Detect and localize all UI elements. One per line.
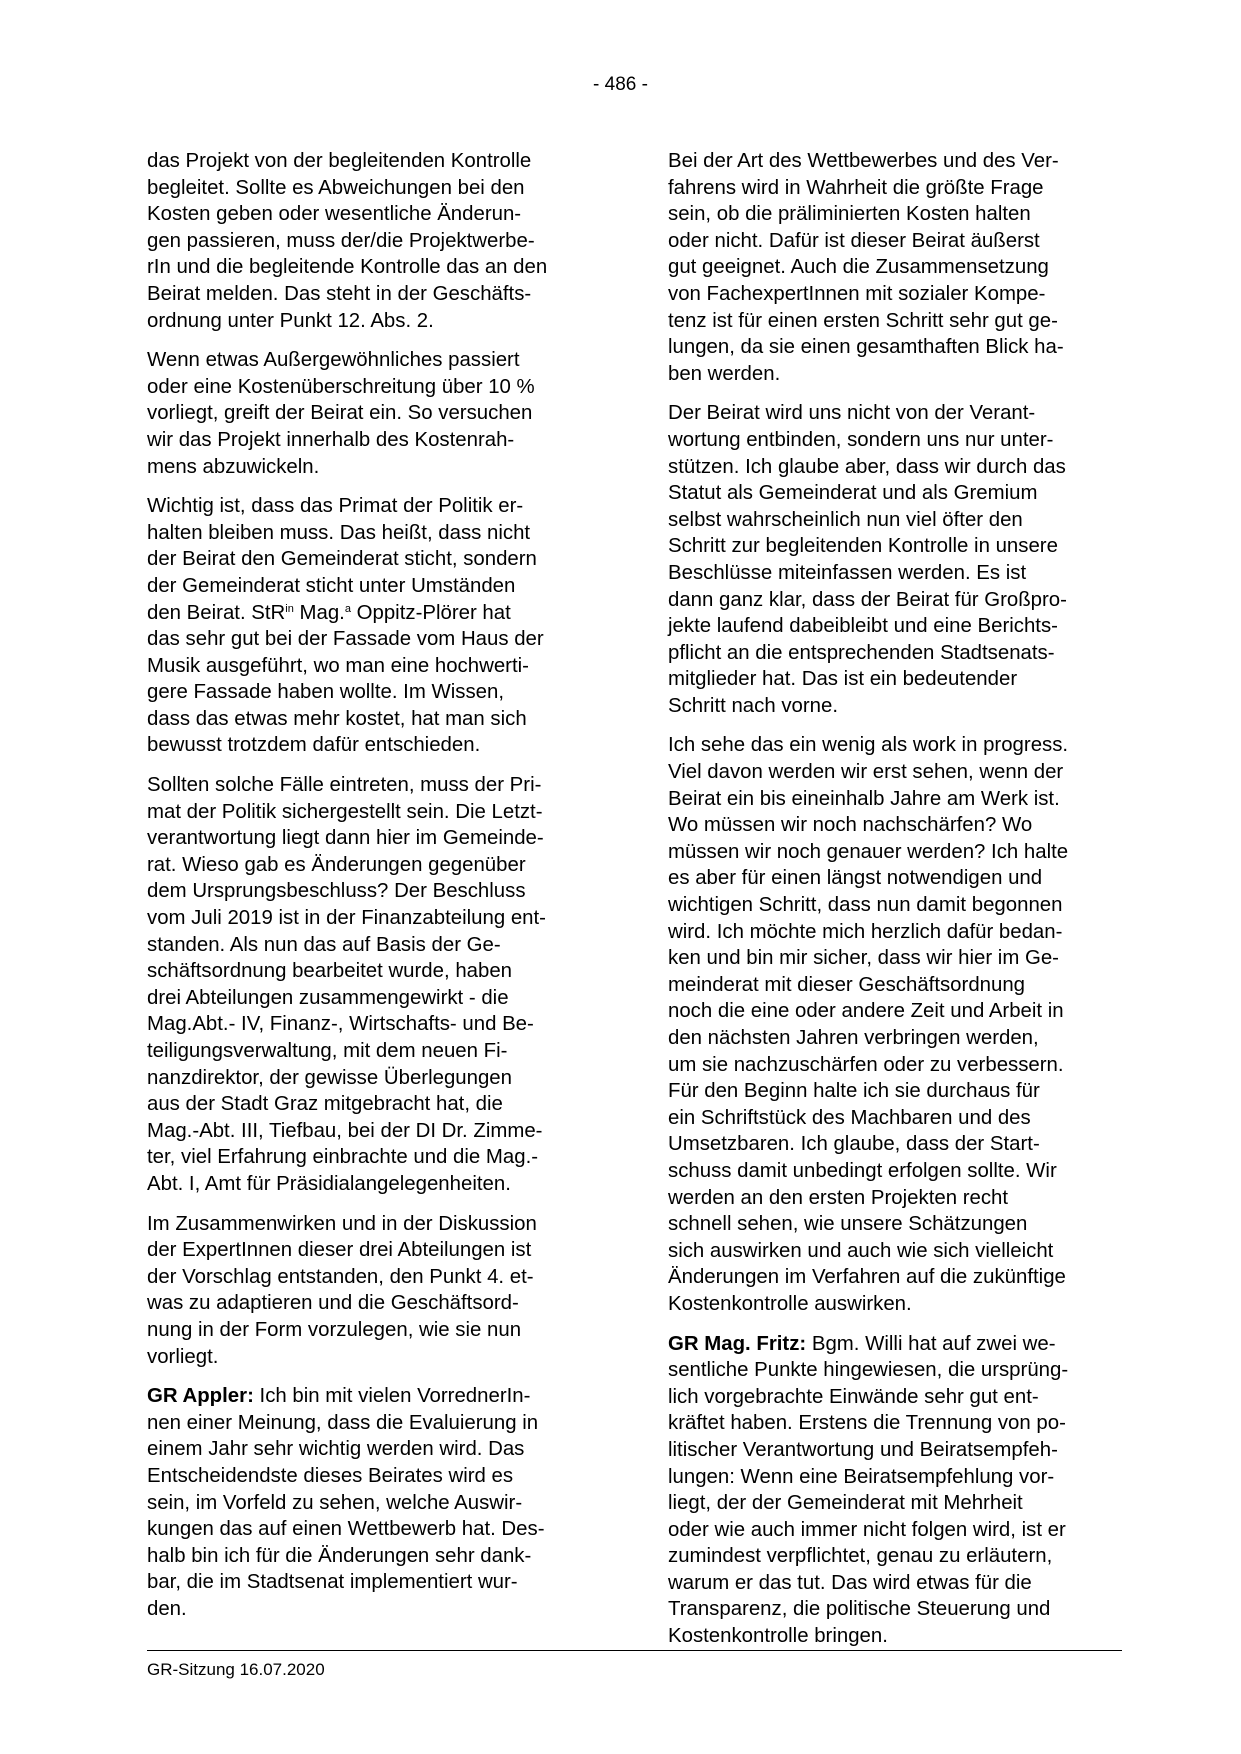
speech-text: Ich bin mit vielen VorrednerIn- nen einer Meinung, dass die Evaluierung in einem Jahr sehr wichtig werden wird. Das Entscheidendste dieses Beirates wird es sein, im Vorfeld zu sehen, welche Auswir- kungen das auf einen Wettbewerb hat. Des- halb bin ich für die Änderungen sehr dank- bar, die im Stadtsenat implementiert wur- den. [147, 1385, 545, 1620]
paragraph: Im Zusammenwirken und in der Diskussion der ExpertInnen dieser drei Abteilungen ist der Vorschlag entstanden, den Punkt 4. et- was zu adaptieren und die Geschäftsord- nung in der Form vorzulegen, wie sie nun vorliegt. [147, 1212, 537, 1368]
paragraph-text: Oppitz-Plörer hat das sehr gut bei der Fassade vom Haus der Musik ausgeführt, wo man eine hochwerti- gere Fassade haben wollte. Im Wissen, dass das etwas mehr kostet, hat man sich bewusst trotzdem dafür entschieden. [147, 601, 544, 757]
footer-session-date: GR-Sitzung 16.07.2020 [147, 1660, 325, 1679]
paragraph: Ich sehe das ein wenig als work in progress. Viel davon werden wir erst sehen, wenn der Beirat ein bis eineinhalb Jahre am Werk ist. Wo müssen wir noch nachschärfen? Wo müssen wir noch genauer werden? Ich halte es aber für einen längst notwendigen und wichtigen Schritt, dass nun damit begonnen wird. Ich möchte mich herzlich dafür bedan- ken und bin mir sicher, dass wir hier im Ge- meinderat mit dieser Geschäftsordnung noch die eine oder andere Zeit und Arbeit in den nächsten Jahren verbringen werden, um sie nachzuschärfen oder zu verbessern. Für den Beginn halte ich sie durchaus für ein Schriftstück des Machbaren und des Umsetzbaren. Ich glaube, dass der Start- schuss damit unbedingt erfolgen sollte. Wir werden an den ersten Projekten recht schnell sehen, wie unsere Schätzungen sich auswirken und auch wie sich vielleicht Änderungen im Verfahren auf die zukünftige Kostenkontrolle auswirken. [668, 734, 1069, 1315]
left-column [147, 148, 599, 1635]
paragraph: Wenn etwas Außergewöhnliches passiert oder eine Kostenüberschreitung über 10 % vorliegt, greift der Beirat ein. So versuchen wir das Projekt innerhalb des Kostenrah- mens abzuwickeln. [147, 349, 535, 478]
paragraph-text: Wichtig ist, dass das Primat der Politik er- halten bleiben muss. Das heißt, dass nicht der Beirat den Gemeinderat sticht, sondern der Gemeinderat sticht unter Umständen den Beirat. StR [147, 495, 537, 624]
paragraph-text: Mag. [293, 601, 345, 624]
paragraph: Der Beirat wird uns nicht von der Verant- wortung entbinden, sondern uns nur unter- stützen. Ich glaube aber, dass wir durch das Statut als Gemeinderat und als Gremium selbst wahrscheinlich nun viel öfter den Schritt zur begleitenden Kontrolle in unsere Beschlüsse miteinfassen werden. Es ist dann ganz klar, dass der Beirat für Großpro- jekte laufend dabeibleibt und eine Berichts- pflicht an die entsprechenden Stadtsenats- mitglieder hat. Das ist ein bedeutender Schritt nach vorne. [668, 402, 1067, 717]
superscript: a [344, 602, 351, 615]
footer-divider [147, 1650, 1122, 1651]
speech-paragraph [147, 1383, 599, 1622]
speech-paragraph [668, 1331, 1120, 1650]
page-number: - 486 - [593, 74, 648, 95]
paragraph: das Projekt von der begleitenden Kontrolle begleitet. Sollte es Abweichungen bei den Kosten geben oder wesentliche Änderun- gen passieren, muss der/die Projektwerbe- rIn und die begleitende Kontrolle das an den Beirat melden. Das steht in der Geschäfts- ordnung unter Punkt 12. Abs. 2. [147, 150, 548, 332]
speech-text: Bgm. Willi hat auf zwei we- sentliche Punkte hingewiesen, die ursprüng- lich vorgebrachte Einwände sehr gut ent- kräftet haben. Erstens die Trennung von po- litischer Verantwortung und Beiratsempfeh- lungen: Wenn eine Beiratsempfehlung vor- liegt, der der Gemeinderat mit Mehrheit oder wie auch immer nicht folgen wird, ist er zumindest verpflichtet, genau zu erläutern, warum er das tut. Das wird etwas für die Transparenz, die politische Steuerung und Kostenkontrolle bringen. [668, 1332, 1069, 1648]
superscript: in [285, 602, 294, 615]
speaker-name: GR Appler: [147, 1385, 254, 1408]
right-column [668, 148, 1120, 1663]
speaker-name: GR Mag. Fritz: [668, 1332, 807, 1355]
paragraph [147, 493, 599, 759]
paragraph: Bei der Art des Wettbewerbes und des Ver- fahrens wird in Wahrheit die größte Frage sein, ob die präliminierten Kosten halten oder nicht. Dafür ist dieser Beirat äußerst gut geeignet. Auch die Zusammensetzung von FachexpertInnen mit sozialer Kompe- tenz ist für einen ersten Schritt sehr gut ge- lungen, da sie einen gesamthaften Blick ha- ben werden. [668, 150, 1064, 385]
paragraph: Sollten solche Fälle eintreten, muss der Pri- mat der Politik sichergestellt sein. Die Letzt- verantwortung liegt dann hier im Gemeinde- rat. Wieso gab es Änderungen gegenüber dem Ursprungsbeschluss? Der Beschluss vom Juli 2019 ist in der Finanzabteilung ent- standen. Als nun das auf Basis der Ge- schäftsordnung bearbeitet wurde, haben drei Abteilungen zusammengewirkt - die Mag.Abt.- IV, Finanz-, Wirtschafts- und Be- teiligungsverwaltung, mit dem neuen Fi- nanzdirektor, der gewisse Überlegungen aus der Stadt Graz mitgebracht hat, die Mag.-Abt. III, Tiefbau, bei der DI Dr. Zimme- ter, viel Erfahrung einbrachte und die Mag.- Abt. I, Amt für Präsidialangelegenheiten. [147, 774, 546, 1195]
